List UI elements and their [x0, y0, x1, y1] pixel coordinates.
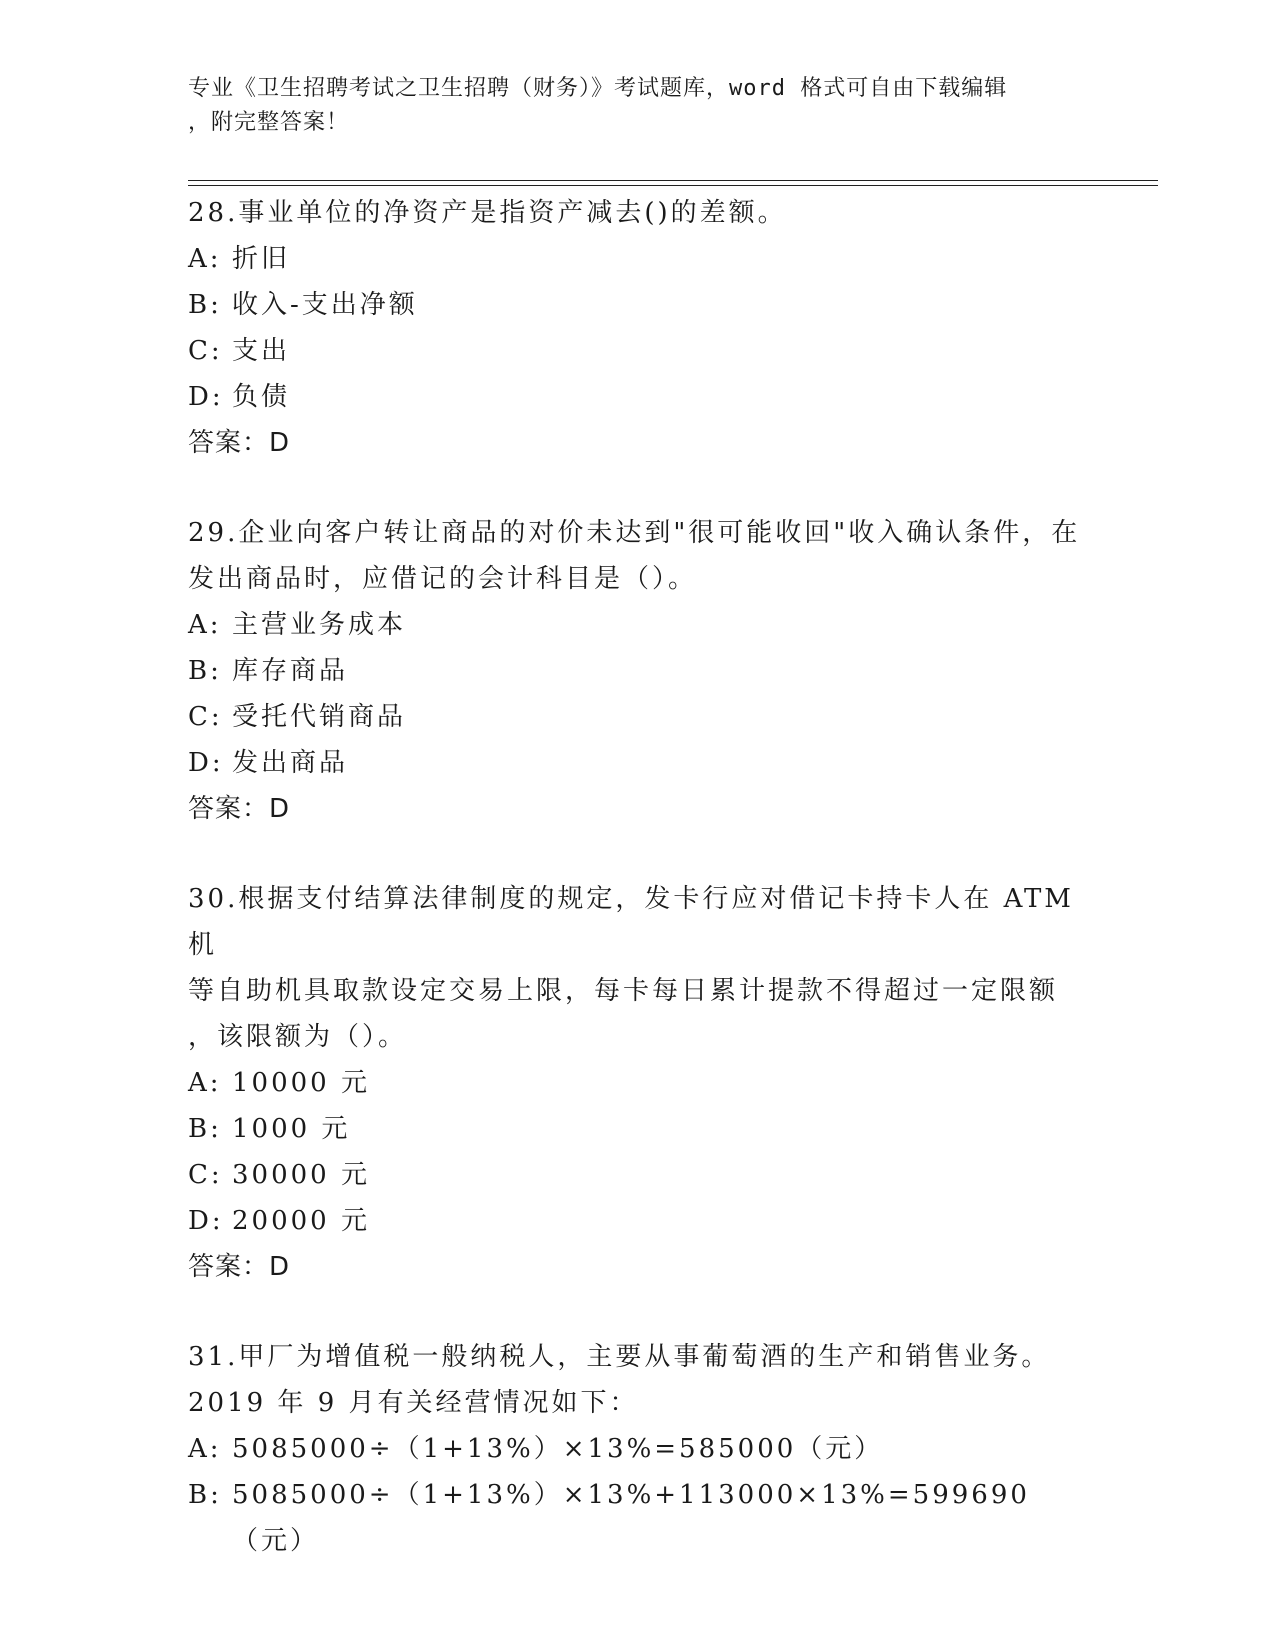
- stem-line: 28.事业单位的净资产是指资产减去()的差额。: [188, 198, 787, 228]
- option-text: 5085000÷（1+13%）×13%+113000×13%=599690（元）: [232, 1480, 1030, 1556]
- option-key: C:: [188, 702, 223, 732]
- question-30: [188, 876, 1088, 1290]
- option-text: 负债: [232, 382, 291, 412]
- option-key: B:: [188, 290, 222, 320]
- document-header: [188, 72, 1078, 140]
- option-list: [188, 602, 1088, 786]
- option-key: D:: [188, 1206, 224, 1236]
- question-list: [188, 190, 1088, 1608]
- option-b: [188, 1472, 1088, 1564]
- option-text: 5085000÷（1+13%）×13%=585000（元）: [232, 1434, 884, 1464]
- option-text: 库存商品: [232, 656, 349, 686]
- option-key: C:: [188, 1160, 223, 1190]
- option-list: [188, 1060, 1088, 1244]
- option-d: [188, 374, 1088, 420]
- option-key: A:: [188, 244, 222, 274]
- option-a: [188, 236, 1088, 282]
- option-key: B:: [188, 656, 222, 686]
- answer-line: 答案：D: [188, 1252, 291, 1282]
- option-key: B:: [188, 1114, 222, 1144]
- option-a: [188, 1060, 1088, 1106]
- stem-line: 2019 年 9 月有关经营情况如下：: [188, 1388, 639, 1418]
- option-a: [188, 1426, 1088, 1472]
- option-c: [188, 1152, 1088, 1198]
- question-29: [188, 510, 1088, 832]
- option-text: 1000 元: [232, 1114, 351, 1144]
- question-stem: [188, 190, 1088, 236]
- stem-line: 发出商品时，应借记的会计科目是（）。: [188, 564, 698, 594]
- option-c: [188, 694, 1088, 740]
- option-d: [188, 740, 1088, 786]
- option-key: D:: [188, 382, 224, 412]
- option-key: A:: [188, 1434, 222, 1464]
- option-key: A:: [188, 1068, 222, 1098]
- question-28: [188, 190, 1088, 466]
- option-key: B:: [188, 1480, 222, 1510]
- header-divider-bottom: [188, 185, 1158, 186]
- option-text: 发出商品: [232, 748, 349, 778]
- option-list: [188, 236, 1088, 420]
- option-list: [188, 1426, 1088, 1564]
- question-stem: [188, 510, 1088, 602]
- option-c: [188, 328, 1088, 374]
- option-text: 10000 元: [232, 1068, 370, 1098]
- option-text: 受托代销商品: [232, 702, 407, 732]
- answer-line: 答案：D: [188, 428, 291, 458]
- option-text: 折旧: [232, 244, 291, 274]
- question-stem: [188, 876, 1088, 1060]
- option-text: 30000 元: [232, 1160, 370, 1190]
- stem-line: 31.甲厂为增值税一般纳税人，主要从事葡萄酒的生产和销售业务。: [188, 1342, 1051, 1372]
- header-divider-top: [188, 180, 1158, 181]
- option-a: [188, 602, 1088, 648]
- stem-line: ，该限额为（）。: [188, 1022, 408, 1052]
- option-key: A:: [188, 610, 222, 640]
- option-text: 20000 元: [232, 1206, 370, 1236]
- option-key: C:: [188, 336, 223, 366]
- question-31: [188, 1334, 1088, 1564]
- stem-line: 等自助机具取款设定交易上限，每卡每日累计提款不得超过一定限额: [188, 976, 1059, 1006]
- header-line-1: 专业《卫生招聘考试之卫生招聘（财务）》考试题库，word 格式可自由下载编辑: [188, 76, 1008, 101]
- answer-line: 答案：D: [188, 794, 291, 824]
- stem-line: 30.根据支付结算法律制度的规定，发卡行应对借记卡持卡人在 ATM 机: [188, 884, 1086, 960]
- option-b: [188, 1106, 1088, 1152]
- option-text: 主营业务成本: [232, 610, 407, 640]
- question-stem: [188, 1334, 1088, 1426]
- option-text: 收入-支出净额: [232, 290, 418, 320]
- option-text: 支出: [232, 336, 291, 366]
- option-d: [188, 1198, 1088, 1244]
- option-b: [188, 282, 1088, 328]
- header-line-2: ，附完整答案！: [188, 110, 350, 135]
- option-key: D:: [188, 748, 224, 778]
- stem-line: 29.企业向客户转让商品的对价未达到"很可能收回"收入确认条件，在: [188, 518, 1081, 548]
- option-b: [188, 648, 1088, 694]
